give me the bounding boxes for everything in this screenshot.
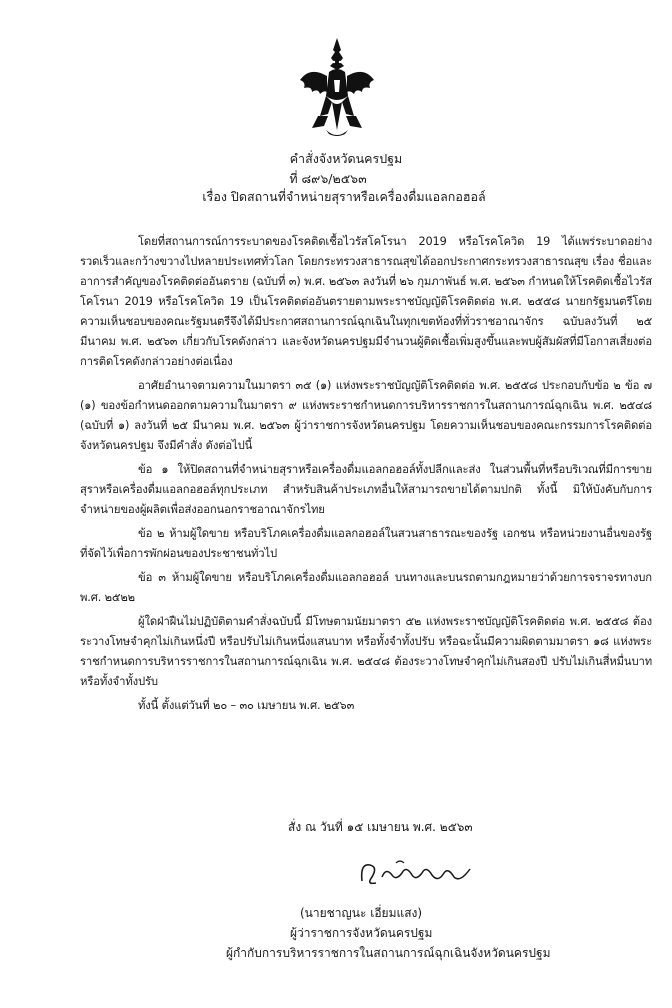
signer-position: ผู้ว่าราชการจังหวัดนครปฐม (290, 926, 433, 940)
paragraph-clause-1: ข้อ ๑ ให้ปิดสถานที่จำหน่ายสุราหรือเครื่องดื่มแอลกอฮอล์ทั้งปลีกและส่ง ในส่วนพื้นที่หรือบริเวณที่มีการขายสุราหรือเครื่องดื่มแอลกอฮอล์ทุกประเภท สำหรับสินค้าประเภทอื่นให้สามารถขายได้ตามปกติ ทั้งนี้ มิให้บังคับกับการจำหน่ายของผู้ผลิตเพื่อส่งออกนอกราชอาณาจักรไทย (80, 463, 652, 516)
order-title: คำสั่งจังหวัดนครปฐม (289, 151, 403, 166)
paragraph-clause-3: ข้อ ๓ ห้ามผู้ใดขาย หรือบริโภคเครื่องดื่มแอลกอฮอล์ บนทางและบนรถตามกฎหมายว่าด้วยการจราจรทางบก พ.ศ. ๒๕๒๒ (80, 571, 652, 604)
order-number: ที่ ๘๙๖/๒๕๖๓ (289, 171, 367, 186)
paragraph-background: โดยที่สถานการณ์การระบาดของโรคติดเชื้อไวรัสโคโรนา 2019 หรือโรคโควิด 19 ได้แพร่ระบาดอย่างรวดเร็วและกว้างขวางไปหลายประเทศทั่วโลก โดยกระทรวงสาธารณสุขได้ออกประกาศกระทรวงสาธารณสุข เรื่อง ชื่อและอาการสำคัญของโรคติดต่ออันตราย (ฉบับที่ ๓) พ.ศ. ๒๕๖๓ ลงวันที่ ๒๖ กุมภาพันธ์ พ.ศ. ๒๕๖๓ กำหนดให้โรคติดเชื้อไวรัสโคโรนา 2019 หรือโรคโควิด 19 เป็นโรคติดต่ออันตรายตามพระราชบัญญัติโรคติดต่อ พ.ศ. ๒๕๕๘ นายกรัฐมนตรีโดยความเห็นชอบของคณะรัฐมนตรีจึงได้มีประกาศสถานการณ์ฉุกเฉินในทุกเขตท้องที่ทั่วราชอาณาจักร ฉบับลงวันที่ ๒๕ มีนาคม พ.ศ. ๒๕๖๓ เกี่ยวกับโรคดังกล่าว และจังหวัดนครปฐมมีจำนวนผู้ติดเชื้อเพิ่มสูงขึ้นและพบผู้สัมผัสที่มีโอกาสเสี่ยงต่อการติดโรคดังกล่าวอย่างต่อเนื่อง (80, 235, 652, 368)
paragraph-effective-dates: ทั้งนี้ ตั้งแต่วันที่ ๒๐ – ๓๐ เมษายน พ.ศ. ๒๕๖๓ (138, 699, 355, 712)
signing-date: สั่ง ณ วันที่ ๑๕ เมษายน พ.ศ. ๒๕๖๓ (288, 820, 473, 834)
garuda-emblem (296, 36, 378, 140)
paragraph-penalty: ผู้ใดฝ่าฝืนไม่ปฏิบัติตามคำสั่งฉบับนี้ มีโทษตามนัยมาตรา ๕๒ แห่งพระราชบัญญัติโรคติดต่อ พ.ศ. ๒๕๕๘ ต้องระวางโทษจำคุกไม่เกินหนึ่งปี หรือปรับไม่เกินหนึ่งแสนบาท หรือทั้งจำทั้งปรับ หรือฉะนั้นมีความผิดตามมาตรา ๑๘ แห่งพระราชกำหนดการบริหารราชการในสถานการณ์ฉุกเฉิน พ.ศ. ๒๕๔๘ ต้องระวางโทษจำคุกไม่เกินสองปี ปรับไม่เกินสี่หมื่นบาท หรือทั้งจำทั้งปรับ (80, 615, 652, 688)
order-subject: เรื่อง ปิดสถานที่จำหน่ายสุราหรือเครื่องดื่มแอลกอฮอล์ (202, 189, 486, 204)
paragraph-clause-2: ข้อ ๒ ห้ามผู้ใดขาย หรือบริโภคเครื่องดื่มแอลกอฮอล์ในสวนสาธารณะของรัฐ เอกชน หรือหน่วยงานอื่นของรัฐ ที่จัดไว้เพื่อการพักผ่อนของประชาชนทั่วไป (80, 527, 652, 560)
order-body (80, 232, 652, 720)
signer-name: (นายชาญนะ เอี่ยมแสง) (300, 906, 423, 920)
signer-emergency-role: ผู้กำกับการบริหารราชการในสถานการณ์ฉุกเฉินจังหวัดนครปฐม (226, 946, 551, 960)
handwritten-signature (356, 853, 478, 891)
paragraph-authority: อาศัยอำนาจตามความในมาตรา ๓๕ (๑) แห่งพระราชบัญญัติโรคติดต่อ พ.ศ. ๒๕๕๘ ประกอบกับข้อ ๒ ข้อ ๗ (๑) ของข้อกำหนดออกตามความในมาตรา ๙ แห่งพระราชกำหนดการบริหารราชการในสถานการณ์ฉุกเฉิน พ.ศ. ๒๕๔๘ (ฉบับที่ ๑) ลงวันที่ ๒๕ มีนาคม พ.ศ. ๒๕๖๓ ผู้ว่าราชการจังหวัดนครปฐม โดยความเห็นชอบของคณะกรรมการโรคติดต่อจังหวัดนครปฐม จึงมีคำสั่ง ดังต่อไปนี้ (80, 379, 652, 452)
